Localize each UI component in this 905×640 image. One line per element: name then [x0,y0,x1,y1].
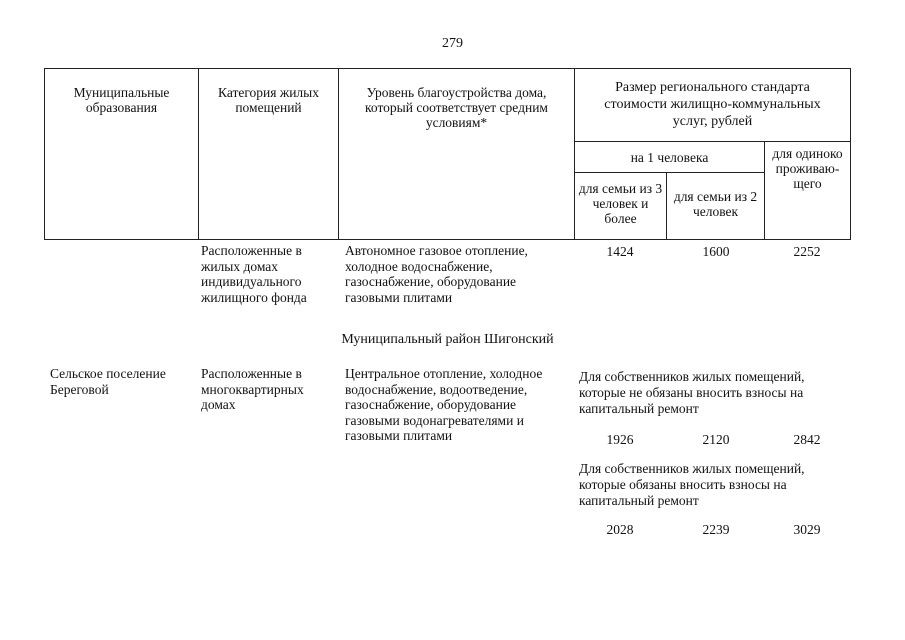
note1-family-3-value: 1926 [606,432,634,447]
header-single: для одиноко проживаю-щего [765,142,851,240]
header-per-person: на 1 человека [575,142,765,173]
note1-family-2-value: 2120 [702,432,730,447]
row-a-family-3-value: 1424 [606,244,634,259]
note-with-capital-repair: Для собственников жилых помещений, которые обязаны вносить взносы на капитальный ремонт [579,461,805,508]
row-a-single-value: 2252 [793,244,821,259]
note2-single-value: 3029 [793,522,821,537]
row-a-category: Расположенные в жилых домах индивидуального жилищного фонда [201,243,307,305]
header-municipality: Муниципальные образования [45,69,199,240]
note-without-capital-repair: Для собственников жилых помещений, которые не обязаны вносить взносы на капитальный ремонт [579,369,805,416]
header-standard-size: Размер регионального стандарта стоимости жилищно-коммунальных услуг, рублей [575,69,851,142]
note2-family-3-value: 2028 [606,522,634,537]
note2-family-2-value: 2239 [702,522,730,537]
header-category: Категория жилых помещений [199,69,339,240]
row-b-municipality: Сельское поселение Береговой [50,366,166,397]
row-b-comfort: Центральное отопление, холодное водоснабжение, водоотведение, газоснабжение, оборудование газовыми водонагревателями и газовыми плитами [345,366,543,443]
header-family-3: для семьи из 3 человек и более [575,173,667,240]
page-number: 279 [442,36,463,51]
row-a-comfort: Автономное газовое отопление, холодное водоснабжение, газоснабжение, оборудование газовыми плитами [345,243,528,305]
header-family-2: для семьи из 2 человек [667,173,765,240]
row-a-family-2-value: 1600 [702,244,730,259]
table-header [44,68,851,240]
row-b-category: Расположенные в многоквартирных домах [201,366,304,412]
district-title: Муниципальный район Шигонский [341,332,554,347]
note1-single-value: 2842 [793,432,821,447]
header-comfort-level: Уровень благоустройства дома, который соответствует средним условиям* [339,69,575,240]
